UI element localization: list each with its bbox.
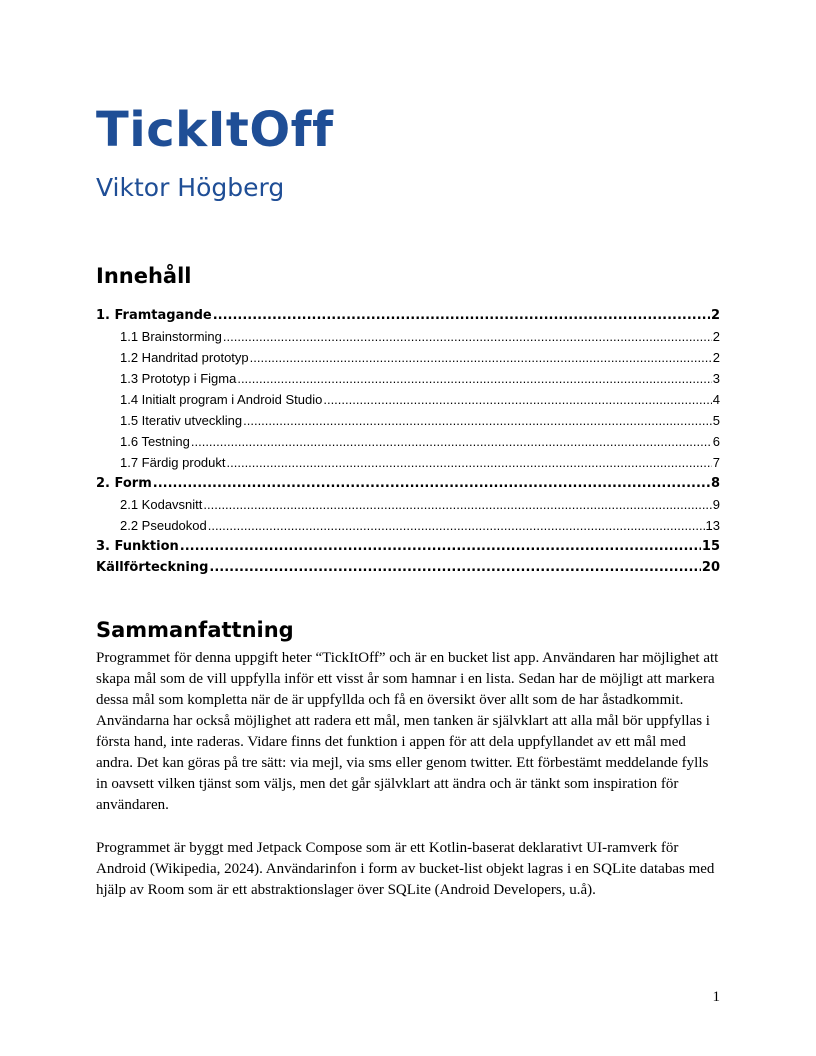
toc-leader-dots — [180, 539, 701, 554]
toc-entry-label: 2.1 Kodavsnitt — [120, 497, 203, 512]
toc-entry-page: 20 — [701, 560, 720, 575]
toc-leader-dots — [213, 308, 710, 323]
toc-leader-dots — [243, 413, 712, 428]
toc-entry-page: 7 — [712, 455, 720, 470]
toc-entry-form[interactable] — [96, 476, 720, 497]
toc-leader-dots — [208, 518, 705, 533]
toc-entry-page: 5 — [712, 413, 720, 428]
toc-leader-dots — [237, 371, 711, 386]
toc-entry-handritad-prototyp[interactable] — [96, 350, 720, 371]
toc-entry-iterativ-utveckling[interactable] — [96, 413, 720, 434]
toc-leader-dots — [153, 476, 710, 491]
summary-paragraph: Programmet är byggt med Jetpack Compose som är ett Kotlin-baserat deklarativt UI-ramverk för Android (Wikipedia, 2024). Användarinfon i form av bucket-list objekt lagras i en SQLite databas med hjälp av Room som är ett abstraktionslager över SQLite (Android Developers, u.å). — [96, 840, 715, 898]
toc-entry-label: 1.7 Färdig produkt — [120, 455, 226, 470]
toc-entry-kallforteckning[interactable] — [96, 560, 720, 581]
toc-entry-page: 4 — [712, 392, 720, 407]
toc-entry-label: 2.2 Pseudokod — [120, 518, 207, 533]
toc-entry-label: 1.3 Prototyp i Figma — [120, 371, 237, 386]
toc-entry-page: 13 — [705, 518, 720, 533]
document-title: TickItOff — [96, 102, 334, 158]
summary-heading: Sammanfattning — [96, 618, 294, 642]
toc-entry-page: 2 — [712, 329, 720, 344]
toc-leader-dots — [223, 329, 712, 344]
toc-leader-dots — [203, 497, 711, 512]
toc-entry-pseudokod[interactable] — [96, 518, 720, 539]
toc-entry-label: 1.4 Initialt program i Android Studio — [120, 392, 323, 407]
toc-entry-testning[interactable] — [96, 434, 720, 455]
summary-paragraph: Programmet för denna uppgift heter “TickItOff” och är en bucket list app. Användaren har möjlighet att skapa mål som de vill uppfylla inför ett visst år som hamnar i en lista. Sedan har de möjligt att markera dessa mål som kompletta när de är uppfyllda och få en översikt över allt som de har åstadkommit. Användarna har också möjlighet att radera ett mål, men tanken är självklart att alla mål bör uppfyllas i första hand, inte raderas. Vidare finns det funktion i appen för att dela uppfyllandet av ett mål med andra. Det kan göras på tre sätt: via mejl, via sms eller genom twitter. Ett förbestämt meddelande fylls in oavsett vilken tjänst som väljs, men det går självklart att ändra och är tänkt som inspiration för användaren. — [96, 650, 719, 813]
toc-heading: Innehåll — [96, 264, 192, 288]
toc-entry-page: 9 — [712, 497, 720, 512]
toc-entry-brainstorming[interactable] — [96, 329, 720, 350]
toc-entry-fardig-produkt[interactable] — [96, 455, 720, 476]
table-of-contents — [96, 308, 720, 581]
toc-entry-label: 1.5 Iterativ utveckling — [120, 413, 243, 428]
toc-entry-framtagande[interactable] — [96, 308, 720, 329]
toc-entry-label: 1.2 Handritad prototyp — [120, 350, 249, 365]
document-author: Viktor Högberg — [96, 173, 285, 202]
toc-entry-label: 3. Funktion — [96, 539, 179, 554]
toc-entry-label: Källförteckning — [96, 560, 209, 575]
toc-leader-dots — [191, 434, 712, 449]
toc-leader-dots — [209, 560, 700, 575]
toc-entry-label: 1.1 Brainstorming — [120, 329, 222, 344]
toc-entry-page: 2 — [712, 350, 720, 365]
toc-entry-kodavsnitt[interactable] — [96, 497, 720, 518]
toc-entry-page: 8 — [710, 476, 720, 491]
page-number: 1 — [712, 989, 720, 1005]
toc-leader-dots — [227, 455, 712, 470]
toc-entry-initialt-program[interactable] — [96, 392, 720, 413]
toc-leader-dots — [323, 392, 711, 407]
toc-entry-prototyp-figma[interactable] — [96, 371, 720, 392]
toc-entry-page: 6 — [712, 434, 720, 449]
toc-entry-page: 2 — [710, 308, 720, 323]
toc-entry-label: 2. Form — [96, 476, 152, 491]
toc-entry-label: 1.6 Testning — [120, 434, 190, 449]
toc-leader-dots — [250, 350, 712, 365]
toc-entry-funktion[interactable] — [96, 539, 720, 560]
toc-entry-label: 1. Framtagande — [96, 308, 212, 323]
toc-entry-page: 15 — [701, 539, 720, 554]
toc-entry-page: 3 — [712, 371, 720, 386]
